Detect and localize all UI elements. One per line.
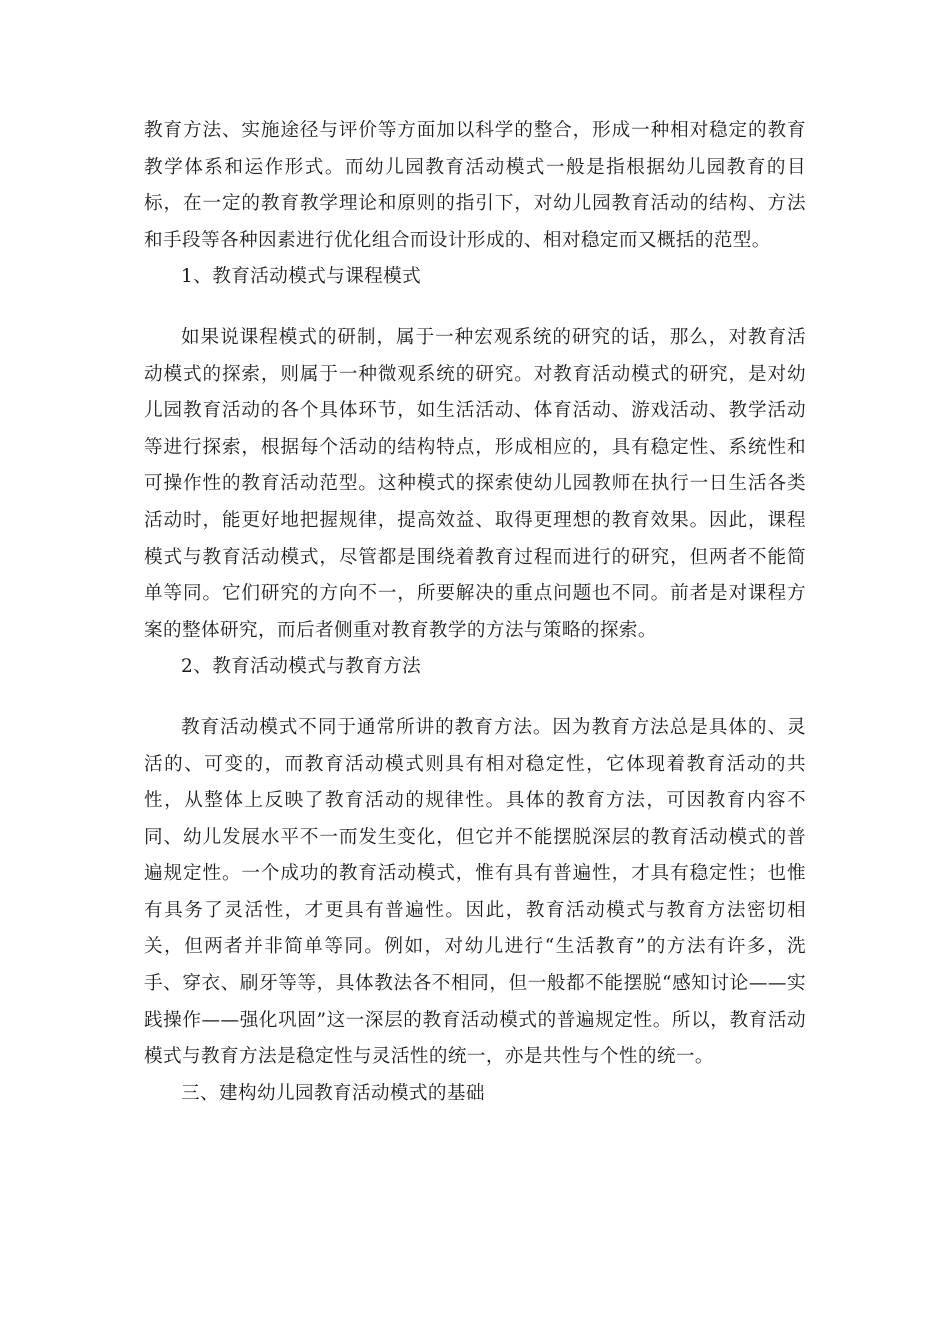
- intro-paragraph: 教育方法、实施途径与评价等方面加以科学的整合，形成一种相对稳定的教育教学体系和运作形式。而幼儿园教育活动模式一般是指根据幼儿园教育的目标，在一定的教育教学理论和原则的指引下，对幼儿园教育活动的结构、方法和手段等各种因素进行优化组合而设计形成的、相对稳定而又概括的范型。: [144, 120, 806, 251]
- section-heading-education-method: 2、教育活动模式与教育方法: [181, 656, 422, 678]
- education-method-paragraph: 教育活动模式不同于通常所讲的教育方法。因为教育方法总是具体的、灵活的、可变的，而教育活动模式则具有相对稳定性，它体现着教育活动的共性，从整体上反映了教育活动的规律性。具体的教育方法，可因教育内容不同、幼儿发展水平不一而发生变化，但它并不能摆脱深层的教育活动模式的普遍规定性。一个成功的教育活动模式，惟有具有普遍性，才具有稳定性；也惟有具务了灵活性，才更具有普遍性。因此，教育活动模式与教育方法密切相关，但两者并非简单等同。例如，对幼儿进行“生活教育”的方法有许多，洗手、穿衣、刷牙等等，具体教法各不相同，但一般都不能摆脱“感知讨论——实践操作——强化巩固”这一深层的教育活动模式的普遍规定性。所以，教育活动模式与教育方法是稳定性与灵活性的统一，亦是共性与个性的统一。: [144, 716, 806, 1068]
- course-model-paragraph: 如果说课程模式的研制，属于一种宏观系统的研究的话，那么，对教育活动模式的探索，则属于一种微观系统的研究。对教育活动模式的研究，是对幼儿园教育活动的各个具体环节，如生活活动、体育活动、游戏活动、教学活动等进行探索，根据每个活动的结构特点，形成相应的，具有稳定性、系统性和可操作性的教育活动范型。这种模式的探索使幼儿园教师在执行一日生活各类活动时，能更好地把握规律，提高效益、取得更理想的教育效果。因此，课程模式与教育活动模式，尽管都是围绕着教育过程而进行的研究，但两者不能简单等同。它们研究的方向不一，所要解决的重点问题也不同。前者是对课程方案的整体研究，而后者侧重对教育教学的方法与策略的探索。: [144, 326, 806, 641]
- document-page: [144, 113, 806, 1112]
- section-heading-course-model: 1、教育活动模式与课程模式: [181, 266, 422, 288]
- section-heading-foundation: 三、建构幼儿园教育活动模式的基础: [181, 1082, 485, 1104]
